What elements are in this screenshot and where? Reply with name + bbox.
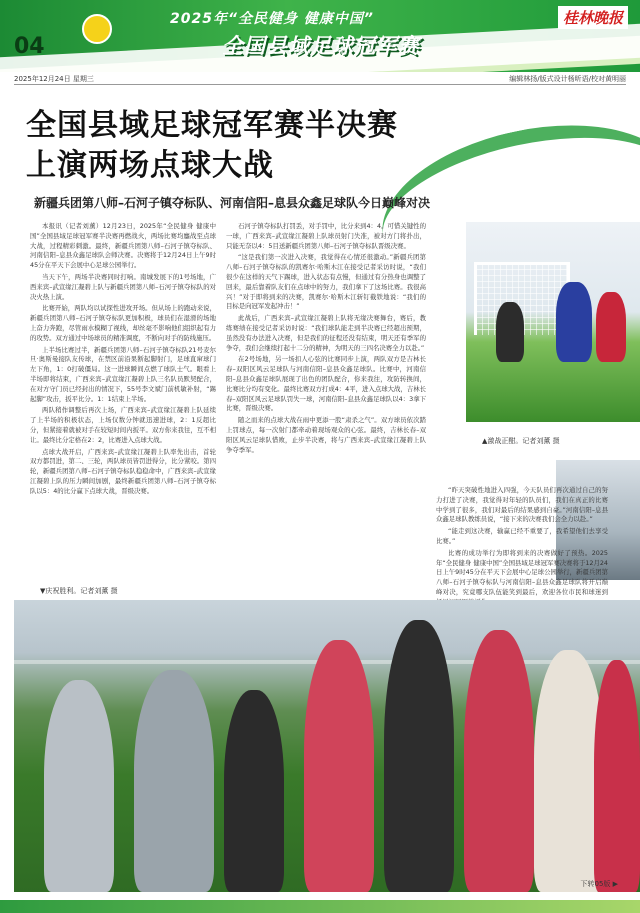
paragraph: 石河子镇夺标队打罚丢，对手罚中，比分来到4：4。可惜关键性的一球，广西来宾–武宣缘江凝碧上队球员射门失准，被对方门将扑出，只能无奈以4：5目送新疆兵团第八师–石河子镇夺标队晋级决赛。	[226, 222, 426, 250]
person-figure	[44, 680, 114, 892]
paragraph: 在2号场地，另一场扣人心弦的比赛同步上演，两队双方是吉林长春–双阳区风云足球队与河南信阳–息县众鑫足球队。比赛中，河南信阳–息县众鑫足球队展现了出色的团队配合，你来我往，攻防转换间，比赛比分均有变化。最终比赛双方打成4：4平，进入点球大战，吉林长春–双阳区风云足球队罚失一球，河南信阳–息县众鑫足球队以4：3拿下比赛，晋级决赛。	[226, 355, 426, 413]
photo-caption-top: ▲激战正酣。记者刘薰 摄	[482, 437, 560, 445]
player-figure	[556, 282, 592, 362]
continued-on-page: 下转05版 ▶	[580, 880, 618, 888]
paragraph: “能走到这决赛，输赢已经不重要了，我希望他们去享受比赛。”	[436, 527, 608, 545]
editor-credits: 编辑林扬/版式设计杨昕语/校对黄明丽	[509, 75, 626, 83]
headline-line-2: 上演两场点球大战	[26, 148, 274, 183]
player-figure	[384, 620, 454, 892]
banner-slogan: 2025年“全民健身 健康中国”	[170, 11, 374, 27]
paragraph: 此战后，广西来宾–武宣缘江凝碧上队将无缘决赛舞台，赛后，教练赛绩在接受记者采访时说：“我们球队能走到半决赛已经超出预期，虽然没有办法进入决赛，但是我们的征程还没有结束，明天还有季军的争夺，我们会继续打起十二分的精神，为明天的三四名决赛全力以赴。”	[226, 314, 426, 352]
header-divider	[14, 84, 626, 85]
paragraph: 两队稍作调整后再次上场，广西来宾–武宣缘江凝碧上队延续了上半场的积极状态，上场仅数分钟就迅速进球，2：1反超比分，但紧接着就被对手在较短时间内扳平。双方你来我往，互不相让。最终比分定格在2：2，比赛进入点球大战。	[30, 406, 216, 444]
issue-date: 2025年12月24日 星期三	[14, 75, 94, 83]
player-figure	[464, 630, 534, 892]
masthead-banner	[0, 0, 640, 72]
football-icon	[82, 14, 112, 44]
newspaper-logo: 桂林晚报	[558, 6, 628, 29]
paragraph: “昨天突破性地进入四强，今天队员们再次通过自己的努力打进了决赛，我觉得对年轻的队员们，我们在真正的比赛中学到了很多，我们对最后的结果感到自豪。”河南信阳–息县众鑫足球队教练员说，“接下来的决赛我们会全力以赴。”	[436, 486, 608, 524]
paragraph: 随之而来的点球大战在雨中更添一股“肃杀之气”。双方球员依次踏上罚球点，每一次射门都牵动着现场观众的心弦。最终，吉林长春–双阳区风云足球队惜败，止步半决赛，将与广西来宾–武宣缘江凝碧上队争夺季军。	[226, 416, 426, 454]
player-figure	[304, 640, 374, 892]
paragraph: 点球大战开启，广西来宾–武宣缘江凝碧上队率先出击，首轮双方都罚进，第二、三轮，两队球员皆罚进得分，比分紧咬。第四轮，新疆兵团第八师–石河子镇夺标队稳稳命中，广西来宾–武宣缘江凝碧上队的压力瞬间加剧，最终新疆兵团第八师–石河子镇夺标队以5：4的比分赢下点球大战，晋级决赛。	[30, 447, 216, 495]
person-figure	[224, 690, 284, 892]
page-number: 04	[14, 34, 45, 59]
headline	[26, 106, 398, 186]
paragraph: “这是我们第一次进入决赛，我觉得在心情还很激动。”新疆兵团第八师–石河子镇夺标队的凯赛尔·哈斯木江在接受记者采访时说，“我们很少在这样的天气下踢球，进入状态有点慢，但通过有分热身也调整了回来，最后靠着队友们在点球中的努力，我们拿下了这场比赛。我很高兴！”对于即将到来的决赛，凯赛尔·哈斯木江斩钉截铁地说：“我们的目标是向冠军发起冲击！”	[226, 253, 426, 311]
article-column-3	[436, 486, 608, 610]
paragraph: 本报讯（记者刘薰）12月23日，2025年“全民健身 健康中国”全国县域足球冠军赛半决赛再燃战火，两场比赛均鏖战至点球大战，过程精彩刺激。最终，新疆兵团第八师–石河子镇夺标队、河南信阳–息县众鑫足球队会师决赛。决赛将于12月24日上午9时45分在平天下会展中心足球公园举行。	[30, 222, 216, 270]
celebration-photo	[14, 600, 640, 892]
paragraph: 比赛的成功举行为即将到来的决赛做好了预热。2025年“全民健身 健康中国”全国县域足球冠军赛决赛将于12月24日上午9时45分在平天下会展中心足球公园举行，新疆兵团第八师–石河子镇夺标队与河南信阳–息县众鑫足球队将开启巅峰对决，究竟哪支队伍能笑到最后，欢迎各位市民和球迷到	[436, 548, 608, 596]
paragraph: 上半场比赛过半，新疆兵团第八师–石河子镇夺标队21号麦尔旦·奥斯曼接队友传球，在禁区前沿果断起脚射门，足球直窜球门左下角，1：0打破僵局。这一进球瞬间点燃了球队士气。眼看上半场即将结束，广西来宾–武宣缘江凝碧上队三名队员默契配合，在对方守门员已经封出的情况下，55号李文斌门前机敏补射，“踢起脚”攻击，扳平比分。1：1结束上半场。	[30, 345, 216, 403]
paragraph: 比赛开始，两队均以试探性进攻开场。但从场上的跑动来说，新疆兵团第八师–石河子镇夺标队更加积极，球员们在湿滑的场地上奋力奔跑，尽管雨水模糊了视线，却丝毫不影响他们组织起有力的攻势。双方通过中场球员的精准调度，不断向对手的防线施压。	[30, 304, 216, 342]
person-figure	[134, 670, 214, 892]
article-column-1	[30, 222, 216, 499]
section-title: 全国县域足球冠军赛	[222, 34, 420, 58]
paragraph: 当天下午，两场半决赛同时打响。南城发展下的1号场地，广西来宾–武宣缘江凝碧上队与新疆兵团第八师–石河子镇夺标队的对决火热上演。	[30, 272, 216, 301]
match-action-photo	[466, 222, 640, 422]
photo-caption-bottom: ▼庆祝胜利。记者刘薰 摄	[40, 587, 118, 595]
player-figure	[596, 292, 626, 362]
player-figure	[594, 660, 640, 892]
article-column-2	[226, 222, 426, 457]
footer-bar	[0, 900, 640, 913]
goalkeeper-figure	[496, 302, 524, 362]
headline-line-1: 全国县域足球冠军赛半决赛	[26, 108, 398, 143]
subheadline: 新疆兵团第八师–石河子镇夺标队、河南信阳–息县众鑫足球队今日巅峰对决	[34, 196, 431, 210]
